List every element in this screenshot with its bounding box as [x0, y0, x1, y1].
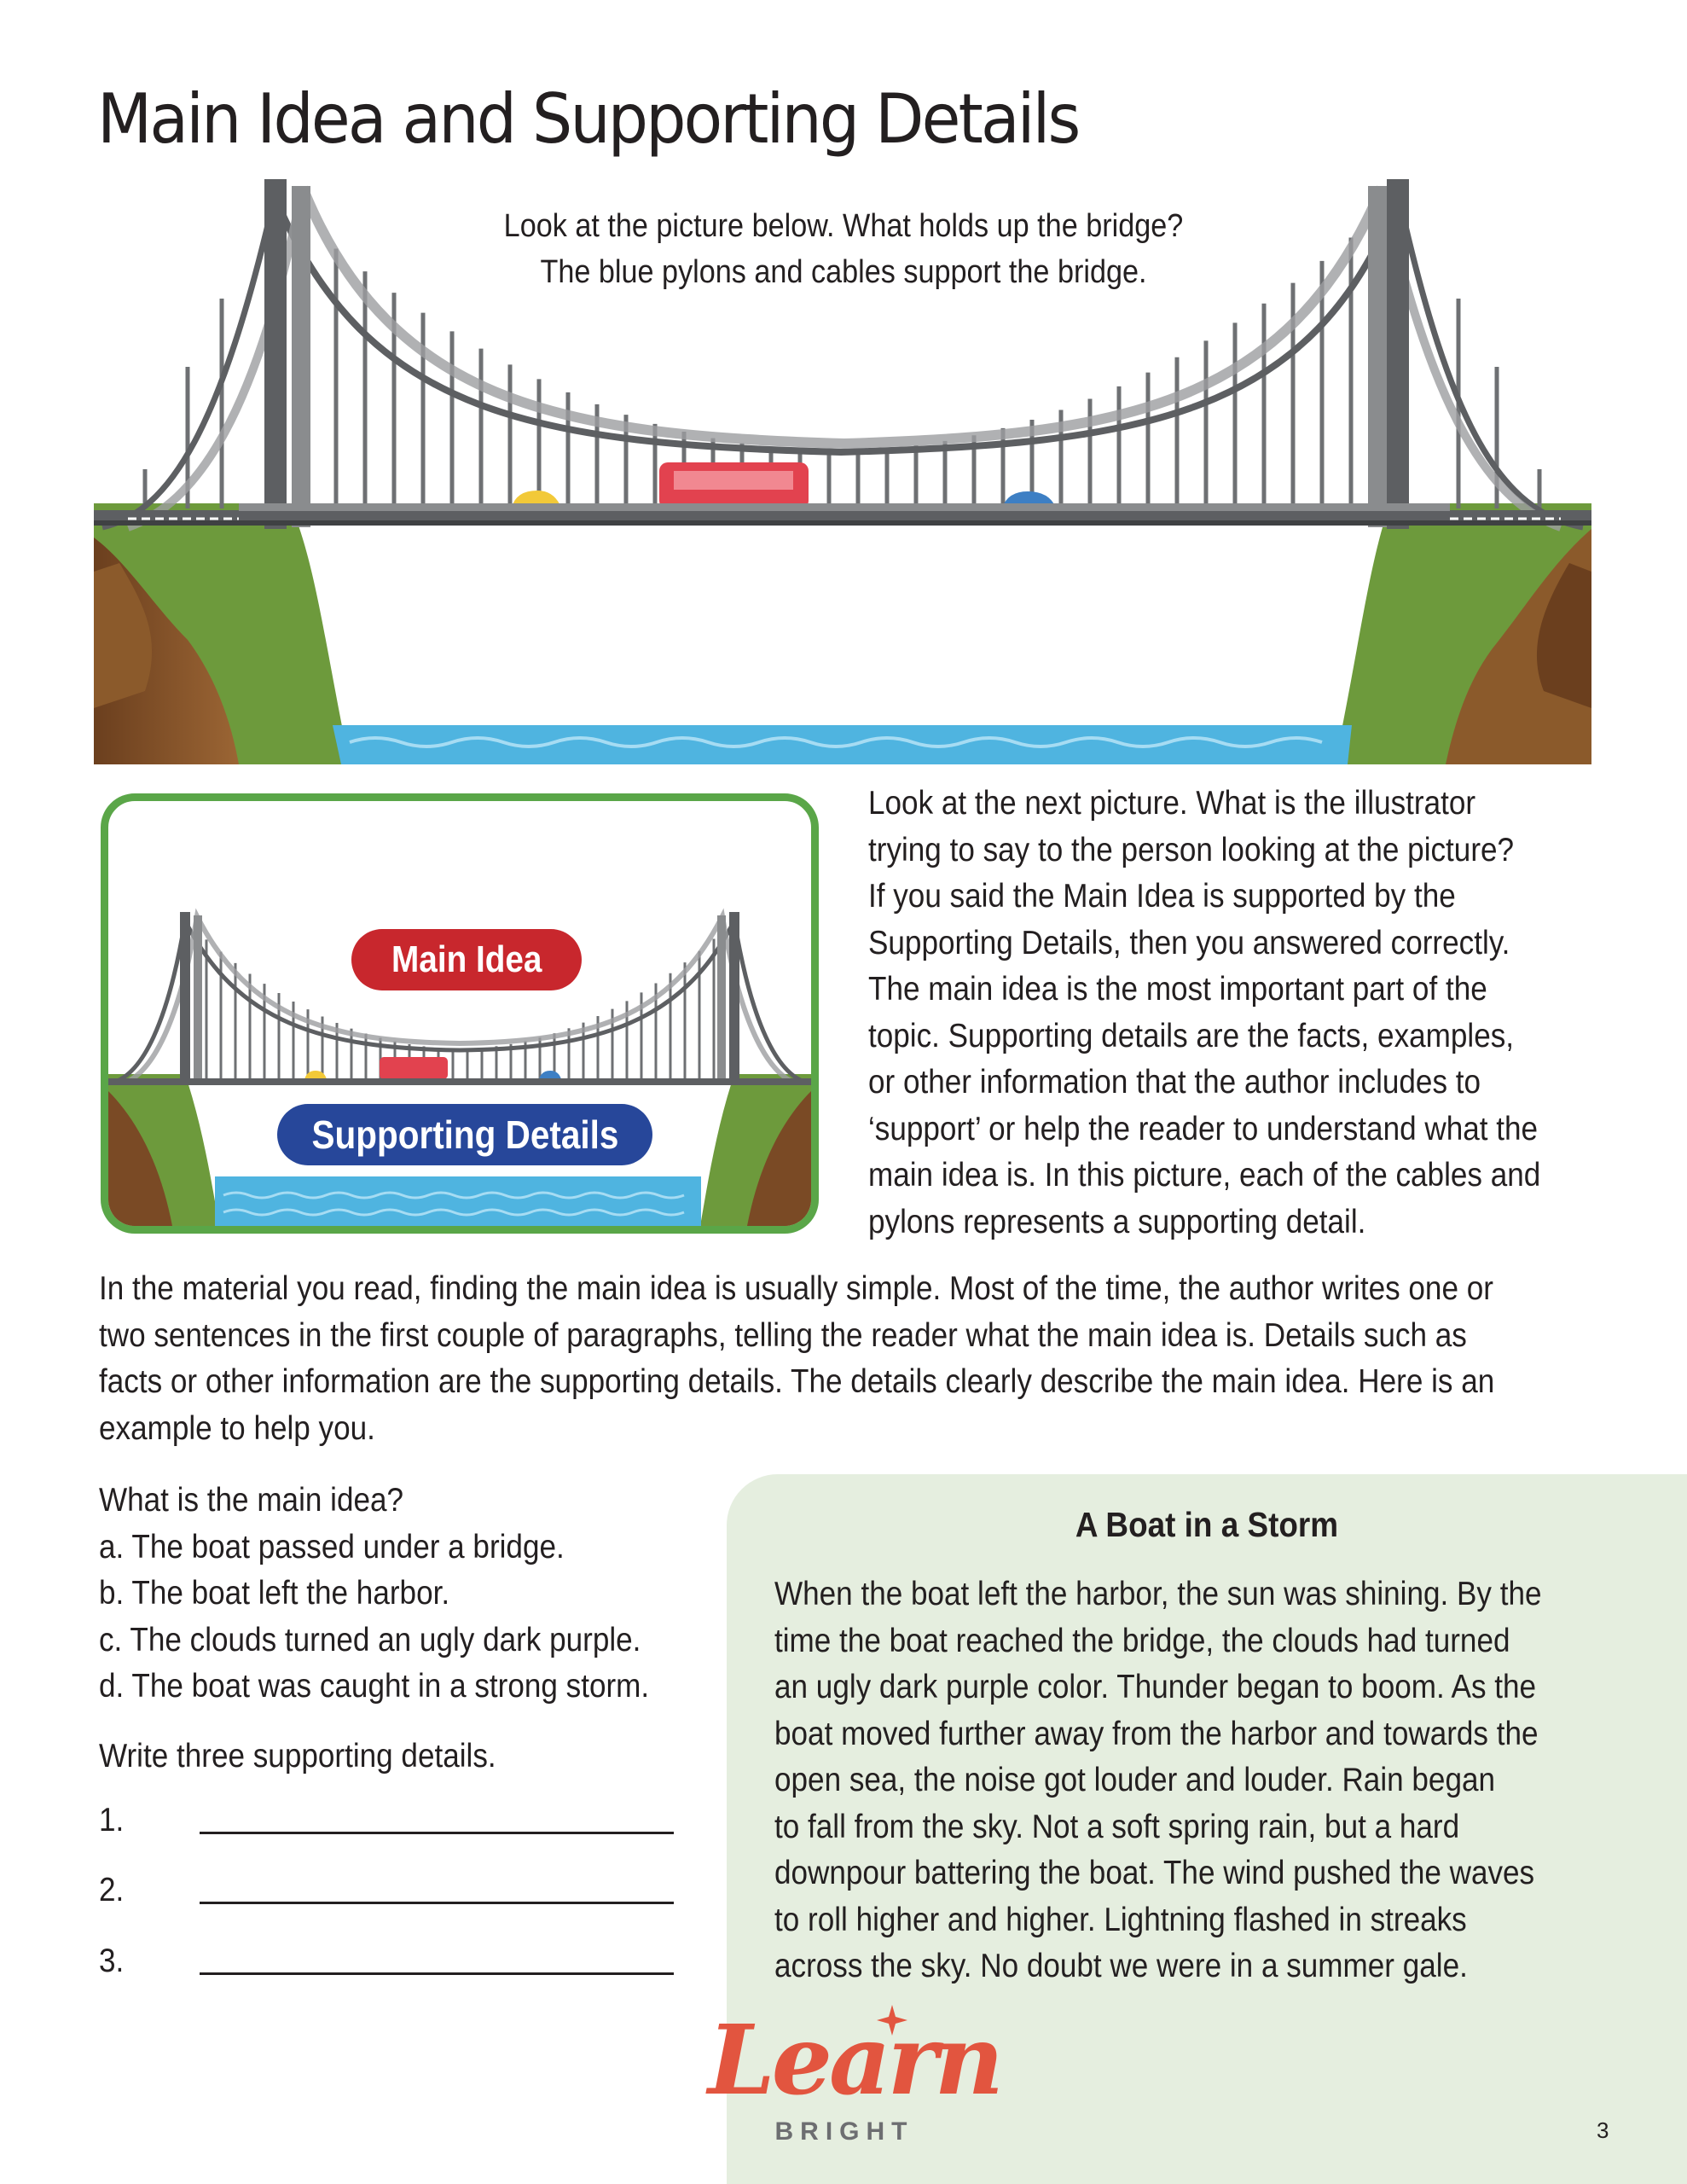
story-line: to roll higher and higher. Lightning flashed in streaks	[774, 1901, 1467, 1938]
option-a[interactable]: a. The boat passed under a bridge.	[99, 1528, 565, 1565]
page-title: Main Idea and Supporting Details	[97, 79, 1079, 159]
paragraph-line: example to help you.	[99, 1409, 375, 1447]
paragraph-line: two sentences in the first couple of paragraphs, telling the reader what the main idea is. Details such as	[99, 1316, 1467, 1354]
explanation-line: The main idea is the most important part of the	[868, 971, 1487, 1008]
option-d[interactable]: d. The boat was caught in a strong storm.	[99, 1668, 650, 1705]
story-line: across the sky. No doubt we were in a summer gale.	[774, 1948, 1468, 1984]
answer-number: 2.	[99, 1872, 125, 1908]
logo-word: Learn	[708, 2005, 1001, 2117]
story-line: downpour battering the boat. The wind pushed the waves	[774, 1855, 1535, 1891]
story-line: open sea, the noise got louder and louder. Rain began	[774, 1762, 1496, 1798]
answer-line-1	[99, 1800, 674, 1839]
story-title: A Boat in a Storm	[1075, 1505, 1339, 1544]
main-idea-diagram	[101, 793, 819, 1234]
story-line: boat moved further away from the harbor and towards the	[774, 1715, 1539, 1752]
answer-blank-3[interactable]	[200, 1941, 674, 1975]
explanation-line: ‘support’ or help the reader to understand what the	[868, 1110, 1539, 1147]
intro-paragraph	[99, 1266, 1634, 1452]
logo-subtitle: BRIGHT	[774, 2117, 914, 2146]
answer-line-3	[99, 1941, 674, 1980]
option-c[interactable]: c. The clouds turned an ugly dark purple.	[99, 1621, 641, 1658]
explanation-line: pylons represents a supporting detail.	[868, 1203, 1366, 1240]
page-number: 3	[1597, 2117, 1609, 2143]
question-prompt: What is the main idea?	[99, 1482, 404, 1519]
bridge-intro-line-2: The blue pylons and cables support the bridge.	[540, 254, 1147, 290]
explanation-line: Supporting Details, then you answered correctly.	[868, 924, 1510, 961]
paragraph-line: In the material you read, finding the main idea is usually simple. Most of the time, the author writes one or	[99, 1270, 1493, 1307]
explanation-line: topic. Supporting details are the facts, examples,	[868, 1017, 1515, 1054]
story-line: to fall from the sky. Not a soft spring rain, but a hard	[774, 1808, 1460, 1845]
supporting-details-prompt: Write three supporting details.	[99, 1738, 496, 1774]
answer-line-2	[99, 1870, 674, 1909]
story-text	[774, 1571, 1687, 1990]
answer-blank-2[interactable]	[200, 1870, 674, 1904]
explanation-line: trying to say to the person looking at the picture?	[868, 831, 1515, 868]
bridge-intro-line-1: Look at the picture below. What holds up the bridge?	[503, 208, 1184, 244]
learn-bright-logo	[708, 2005, 1001, 2150]
story-line: time the boat reached the bridge, the clouds had turned	[774, 1622, 1510, 1659]
explanation-line: If you said the Main Idea is supported by the	[868, 878, 1456, 915]
option-b[interactable]: b. The boat left the harbor.	[99, 1575, 450, 1612]
explanation-line: or other information that the author includes to	[868, 1064, 1481, 1101]
main-idea-question	[99, 1478, 649, 1711]
story-line: an ugly dark purple color. Thunder began to boom. As the	[774, 1669, 1537, 1705]
diagram-explanation	[868, 781, 1559, 1246]
answer-number: 3.	[99, 1943, 125, 1979]
story-line: When the boat left the harbor, the sun was shining. By the	[774, 1576, 1542, 1612]
answer-blank-1[interactable]	[200, 1800, 674, 1834]
explanation-line: Look at the next picture. What is the illustrator	[868, 785, 1476, 822]
paragraph-line: facts or other information are the supporting details. The details clearly describe the main idea. Here is an	[99, 1363, 1495, 1400]
main-idea-label: Main Idea	[351, 929, 582, 990]
explanation-line: main idea is. In this picture, each of the cables and	[868, 1157, 1541, 1194]
bridge-intro-text	[84, 203, 1603, 295]
supporting-details-label: Supporting Details	[277, 1104, 652, 1165]
answer-number: 1.	[99, 1802, 125, 1838]
